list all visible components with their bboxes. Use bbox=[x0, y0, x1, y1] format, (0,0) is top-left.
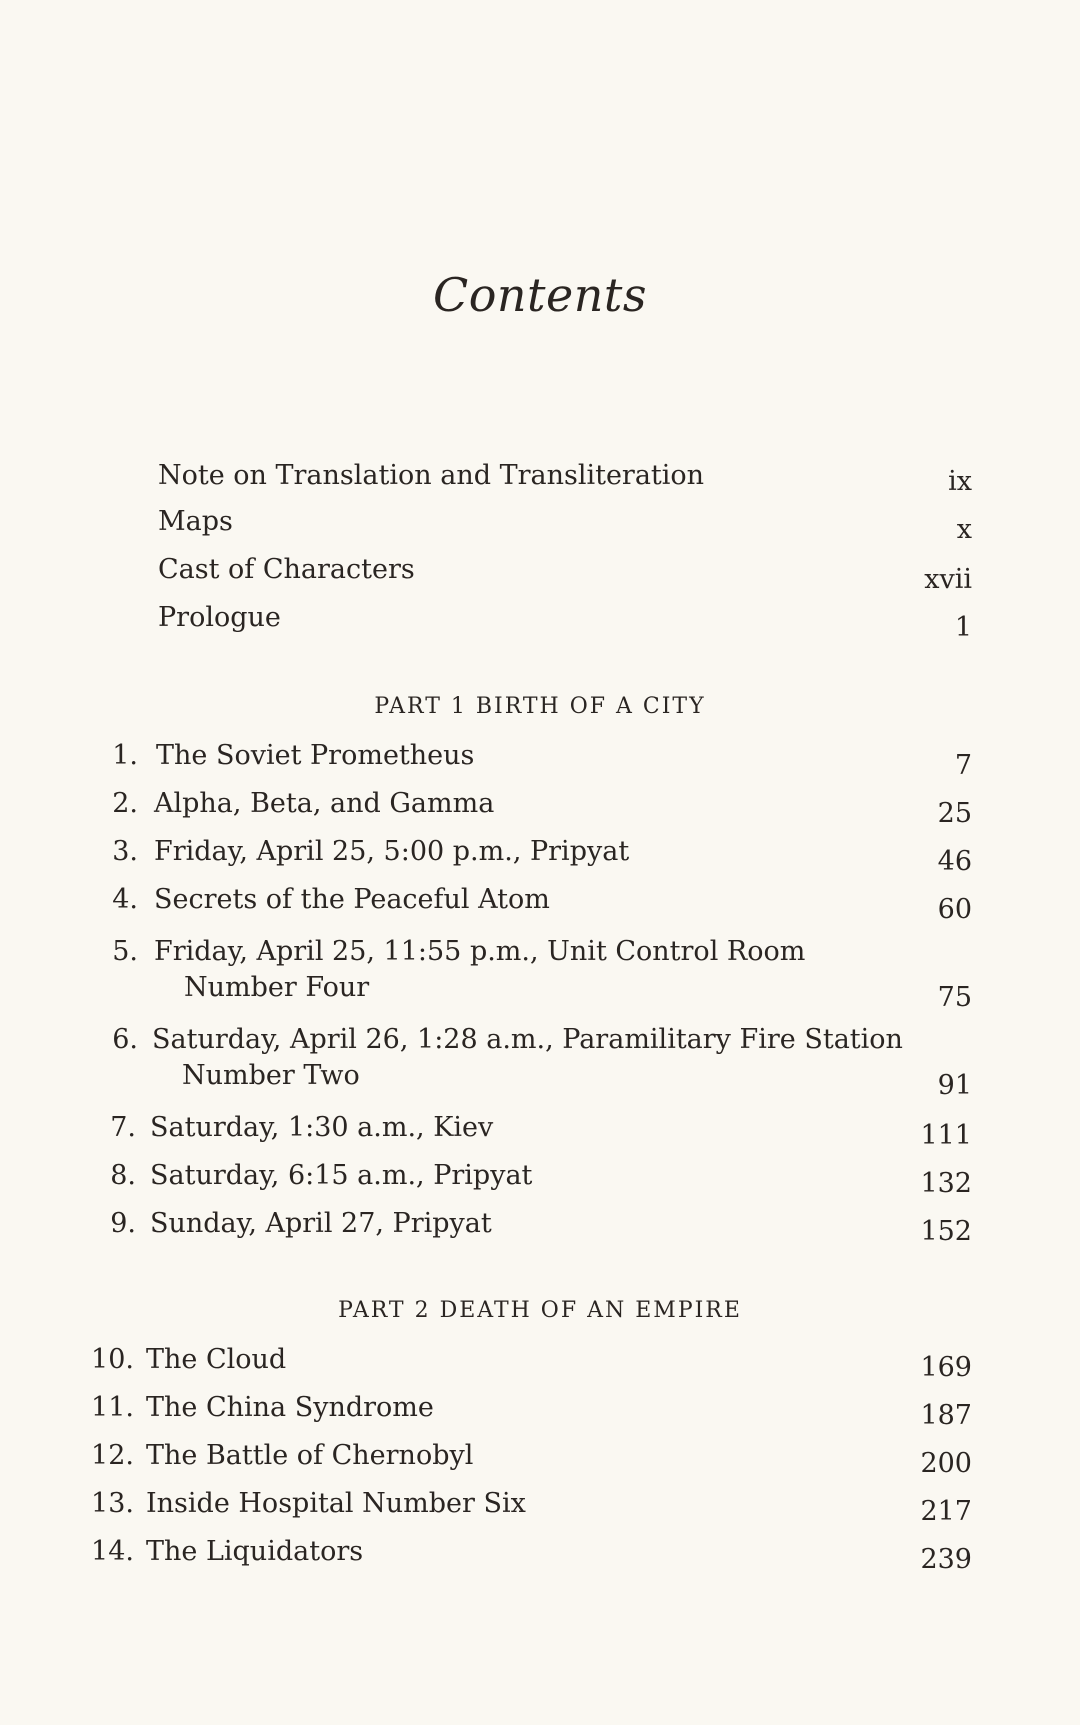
entry-page: 46 bbox=[937, 846, 972, 877]
chapter-number: 14. bbox=[91, 1536, 134, 1567]
entry-label: The Battle of Chernobyl bbox=[146, 1440, 474, 1471]
chapter-number: 3. bbox=[112, 836, 138, 867]
entry-label: The China Syndrome bbox=[146, 1392, 434, 1423]
entry-label: The Liquidators bbox=[146, 1536, 364, 1567]
page-title: Contents bbox=[433, 268, 647, 322]
entry-page: 111 bbox=[920, 1120, 972, 1151]
entry-label: Friday, April 25, 11:55 p.m., Unit Control Room bbox=[154, 936, 806, 967]
entry-label: The Soviet Prometheus bbox=[156, 740, 475, 771]
part-heading: PART 1 BIRTH OF A CITY bbox=[374, 694, 706, 719]
entry-page: 239 bbox=[920, 1544, 972, 1575]
entry-page: 7 bbox=[954, 750, 972, 781]
entry-label: Saturday, 1:30 a.m., Kiev bbox=[150, 1112, 494, 1143]
chapter-number: 10. bbox=[91, 1344, 134, 1375]
entry-label: Cast of Characters bbox=[158, 554, 415, 585]
entry-label: Maps bbox=[158, 506, 233, 537]
entry-label: Saturday, 6:15 a.m., Pripyat bbox=[150, 1160, 533, 1191]
entry-label-continued: Number Four bbox=[184, 972, 370, 1003]
entry-page: 75 bbox=[937, 982, 972, 1013]
entry-label: Alpha, Beta, and Gamma bbox=[154, 788, 495, 819]
entry-page: x bbox=[956, 514, 972, 545]
entry-page: 200 bbox=[920, 1448, 972, 1479]
chapter-number: 8. bbox=[110, 1160, 136, 1191]
entry-label: Sunday, April 27, Pripyat bbox=[150, 1208, 492, 1239]
entry-label: Saturday, April 26, 1:28 a.m., Paramilitary Fire Station bbox=[152, 1024, 903, 1055]
entry-page: 169 bbox=[920, 1352, 972, 1383]
chapter-number: 12. bbox=[91, 1440, 134, 1471]
entry-label: Prologue bbox=[158, 602, 281, 633]
chapter-number: 4. bbox=[112, 884, 138, 915]
chapter-number: 2. bbox=[112, 788, 138, 819]
entry-page: 91 bbox=[937, 1070, 972, 1101]
entry-page: 217 bbox=[920, 1496, 972, 1527]
entry-page: 1 bbox=[954, 612, 972, 643]
entry-page: 187 bbox=[920, 1400, 972, 1431]
chapter-number: 9. bbox=[110, 1208, 136, 1239]
chapter-number: 13. bbox=[91, 1488, 134, 1519]
chapter-number: 6. bbox=[112, 1024, 138, 1055]
entry-page: ix bbox=[948, 466, 972, 497]
entry-label: The Cloud bbox=[146, 1344, 287, 1375]
entry-page: xvii bbox=[924, 564, 972, 595]
entry-page: 132 bbox=[920, 1168, 972, 1199]
chapter-number: 1. bbox=[112, 740, 138, 771]
chapter-number: 5. bbox=[112, 936, 138, 967]
entry-label-continued: Number Two bbox=[182, 1060, 360, 1091]
entry-label: Friday, April 25, 5:00 p.m., Pripyat bbox=[154, 836, 630, 867]
entry-page: 25 bbox=[937, 798, 972, 829]
part-heading: PART 2 DEATH OF AN EMPIRE bbox=[338, 1298, 742, 1323]
entry-label: Secrets of the Peaceful Atom bbox=[154, 884, 550, 915]
entry-label: Note on Translation and Transliteration bbox=[158, 460, 705, 491]
entry-label: Inside Hospital Number Six bbox=[146, 1488, 526, 1519]
chapter-number: 11. bbox=[91, 1392, 134, 1423]
chapter-number: 7. bbox=[110, 1112, 136, 1143]
entry-page: 60 bbox=[937, 894, 972, 925]
entry-page: 152 bbox=[920, 1216, 972, 1247]
